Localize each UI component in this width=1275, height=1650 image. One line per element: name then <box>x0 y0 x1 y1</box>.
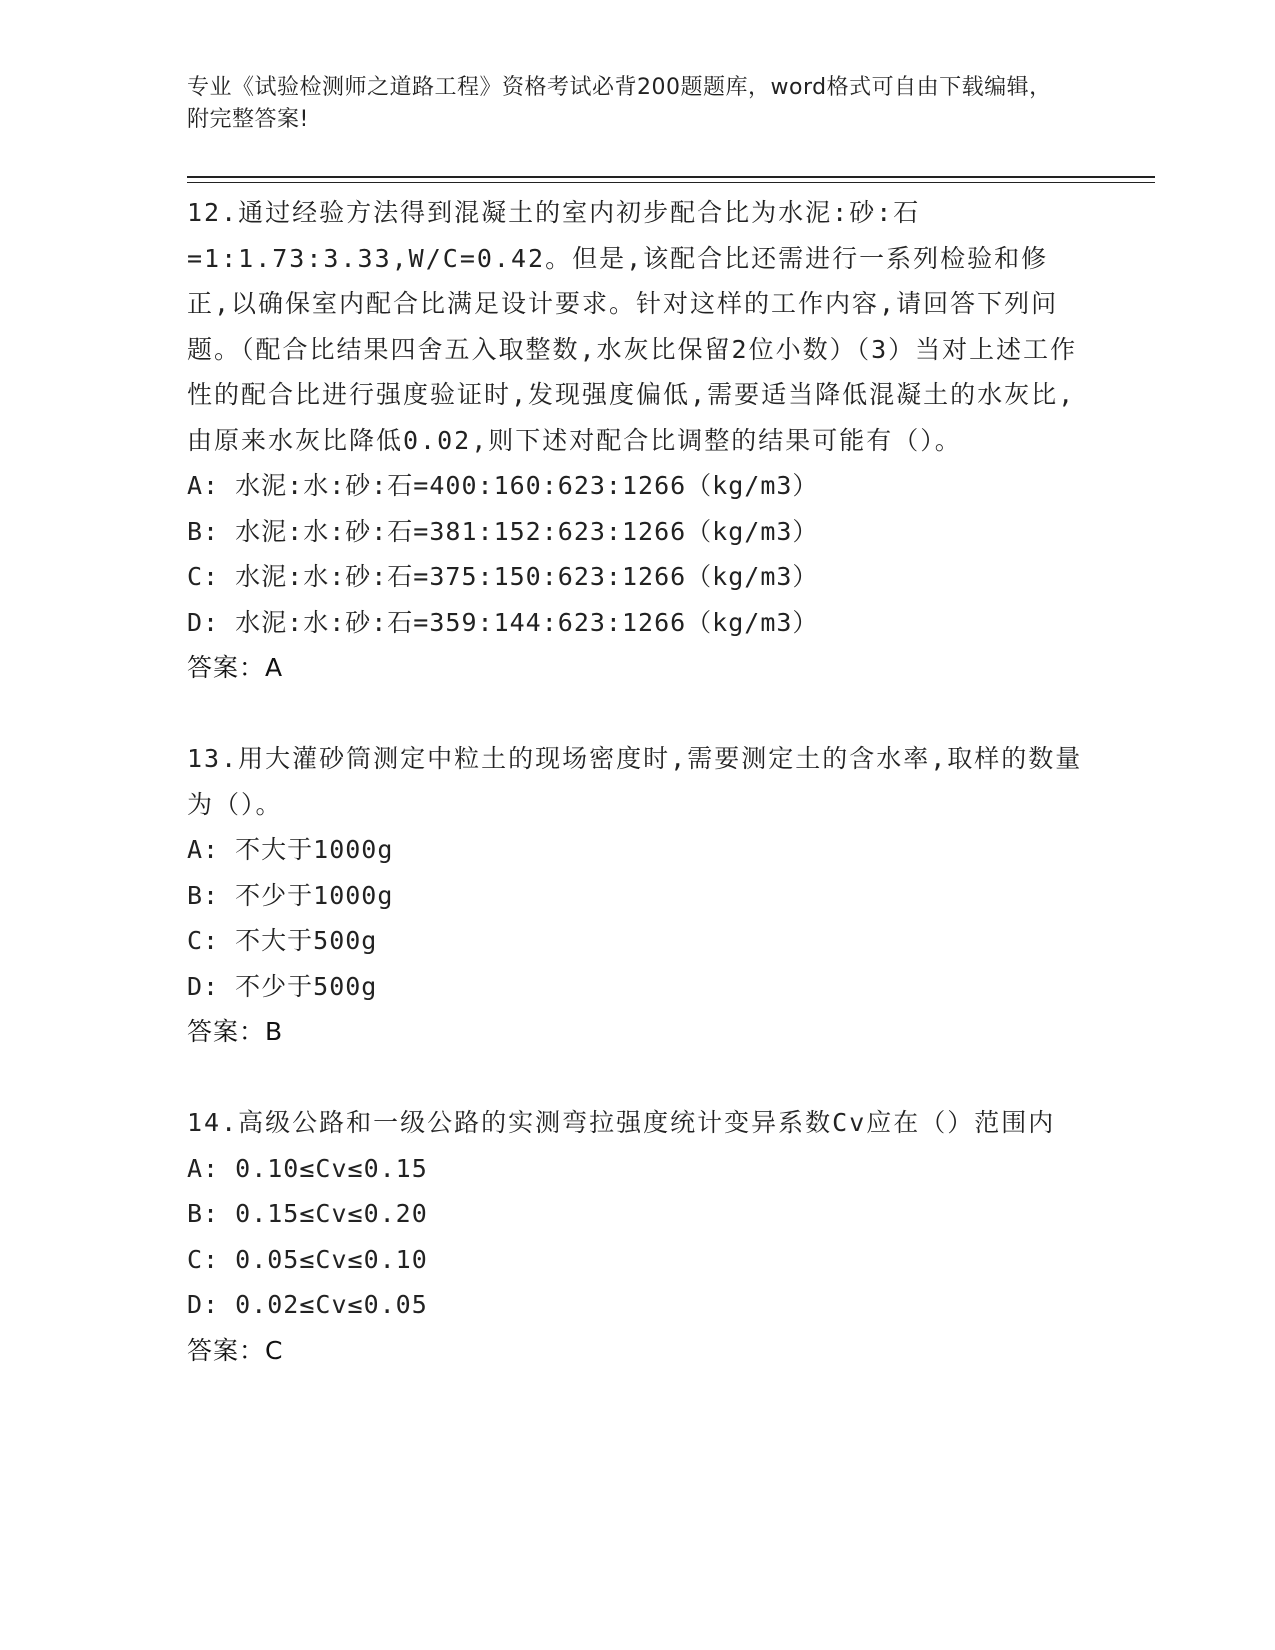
option-d: D: 水泥:水:砂:石=359:144:623:1266（kg/m3） <box>187 607 819 637</box>
option-b: B: 水泥:水:砂:石=381:152:623:1266（kg/m3） <box>187 516 819 546</box>
question-stem: 13.用大灌砂筒测定中粒土的现场密度时,需要测定土的含水率,取样的数量为（）。 <box>187 744 1083 819</box>
question-14 <box>187 1100 1087 1373</box>
option-d: D: 0.02≤Cv≤0.05 <box>187 1290 428 1319</box>
header-divider-thick <box>187 176 1155 178</box>
question-spacer <box>187 691 1087 737</box>
option-c: C: 0.05≤Cv≤0.10 <box>187 1244 428 1274</box>
option-b: B: 不少于1000g <box>187 880 394 910</box>
header-divider-thin <box>187 182 1155 183</box>
question-list <box>187 190 1087 1373</box>
document-header-title: 专业《试验检测师之道路工程》资格考试必背200题题库，word格式可自由下载编辑，附完整答案! <box>187 75 1052 132</box>
option-c: C: 不大于500g <box>187 926 378 955</box>
option-a: A: 0.10≤Cv≤0.15 <box>187 1153 428 1183</box>
option-b: B: 0.15≤Cv≤0.20 <box>187 1199 428 1228</box>
question-stem: 14.高级公路和一级公路的实测弯拉强度统计变异系数Cv应在（）范围内 <box>187 1108 1056 1137</box>
option-d: D: 不少于500g <box>187 971 378 1001</box>
question-13 <box>187 736 1087 1055</box>
option-c: C: 水泥:水:砂:石=375:150:623:1266（kg/m3） <box>187 562 819 591</box>
option-a: A: 不大于1000g <box>187 835 394 864</box>
question-spacer <box>187 1055 1087 1101</box>
question-12 <box>187 190 1087 691</box>
option-a: A: 水泥:水:砂:石=400:160:623:1266（kg/m3） <box>187 471 819 500</box>
question-stem: 12.通过经验方法得到混凝土的室内初步配合比为水泥:砂:石=1:1.73:3.33,W/C=0.42。但是,该配合比还需进行一系列检验和修正,以确保室内配合比满足设计要求。针对这样的工作内容,请回答下列问题。（配合比结果四舍五入取整数,水灰比保留2位小数）（3）当对上述工作性的配合比进行强度验证时,发现强度偏低,需要适当降低混凝土的水灰比,由原来水灰比降低0.02,则下述对配合比调整的结果可能有（）。 <box>187 198 1078 455</box>
answer-label: 答案：C <box>187 1335 284 1365</box>
answer-label: 答案：B <box>187 1017 284 1046</box>
answer-label: 答案：A <box>187 653 284 682</box>
